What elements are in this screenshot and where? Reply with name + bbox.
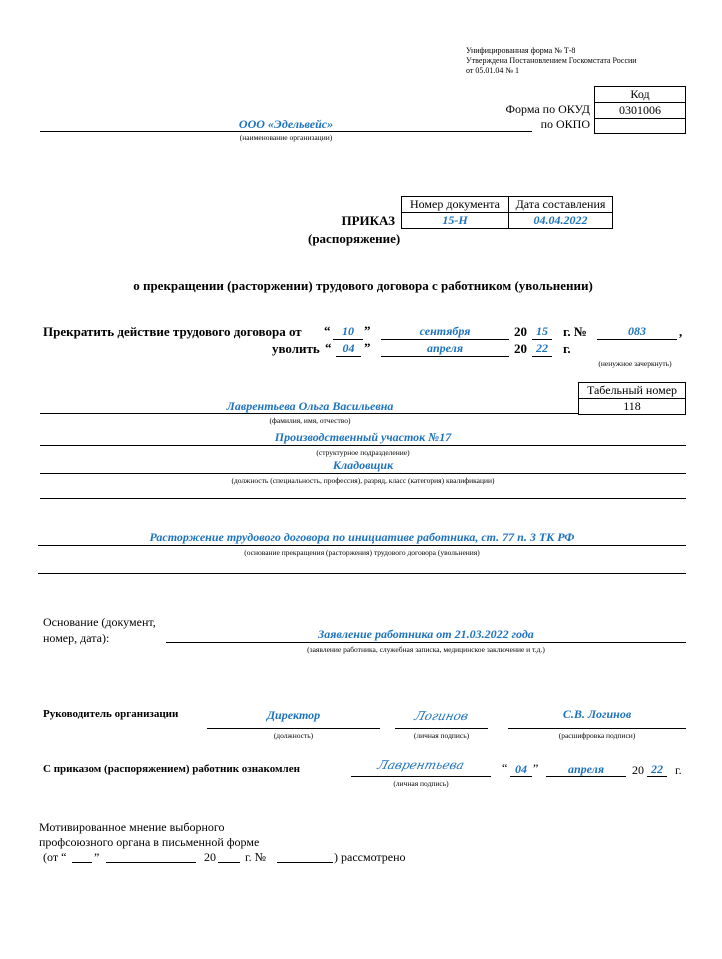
doc-number-table (401, 196, 613, 229)
basis-caption: (заявление работника, служебная записка, медицинское заключение и т.д.) (307, 645, 545, 654)
acquainted-signature-caption: (личная подпись) (393, 779, 449, 788)
okud-label: Форма по ОКУД (505, 102, 590, 116)
acq-quote-close: ” (533, 761, 539, 775)
basis-label (43, 614, 156, 646)
basis-line (166, 642, 686, 643)
acquainted-year-prefix: 20 (632, 763, 644, 777)
head-position-caption: (должность) (273, 731, 314, 740)
month-2-line (381, 356, 509, 357)
union-quote-close: ” (94, 850, 100, 864)
basis-label-line2: номер, дата): (43, 631, 110, 645)
union-line2: профсоюзного органа в письменной форме (39, 835, 260, 849)
form-header-line2: Утверждена Постановлением Госкомстата России (466, 56, 637, 65)
acquainted-year: 22 (651, 762, 663, 776)
organization-line (40, 131, 532, 132)
department-line (40, 445, 686, 446)
head-signature-line (395, 728, 488, 729)
employee-name-line (40, 413, 578, 414)
form-header-line1: Унифицированная форма № Т-8 (466, 46, 576, 55)
position-caption: (должность (специальность, профессия), разряд, класс (категория) квалификации) (231, 476, 495, 485)
head-decode: С.В. Логинов (562, 707, 632, 721)
employee-name-caption: (фамилия, имя, отчество) (269, 416, 351, 425)
month-1: сентября (419, 324, 471, 338)
union-line1: Мотивированное мнение выборного (39, 820, 225, 834)
okud-value: 0301006 (595, 103, 686, 119)
grounds-caption: (основание прекращения (расторжения) трудового договора (увольнения) (244, 548, 480, 557)
organization-caption: (наименование организации) (239, 133, 333, 142)
acquainted-label: С приказом (распоряжением) работник ознакомлен (43, 763, 300, 775)
head-decode-line (508, 728, 686, 729)
acquainted-signature: Лаврентьева (376, 758, 466, 772)
doc-date-header: Дата составления (509, 197, 613, 213)
acquainted-signature-line (351, 776, 491, 777)
employee-name: Лаврентьева Ольга Васильевна (226, 399, 394, 413)
doc-number-header: Номер документа (402, 197, 509, 213)
dismiss-label: уволить (272, 341, 320, 356)
head-signature: Логинов (413, 709, 470, 723)
day-1: 10 (342, 324, 354, 338)
year-prefix-1: 20 (514, 324, 527, 339)
codes-head: Код (595, 87, 686, 103)
contract-number-line (597, 339, 677, 340)
month-1-line (381, 339, 509, 340)
doc-date: 04.04.2022 (509, 213, 613, 229)
head-label: Руководитель организации (43, 708, 179, 720)
union-number-line (277, 862, 333, 863)
codes-table (594, 86, 686, 134)
doc-number: 15-Н (402, 213, 509, 229)
tab-number-header: Табельный номер (579, 383, 686, 399)
okpo-value (595, 119, 686, 134)
year-2: 22 (536, 341, 548, 355)
acq-quote-open: “ (502, 761, 508, 775)
acquainted-day-line (510, 776, 532, 777)
tab-number: 118 (579, 399, 686, 415)
year-2-line (532, 356, 552, 357)
month-2: апреля (426, 341, 464, 355)
day-2-line (336, 356, 361, 357)
grounds-line-2 (38, 573, 686, 574)
union-month-line (106, 862, 196, 863)
head-signature-caption: (личная подпись) (413, 731, 470, 740)
acquainted-year-line (647, 776, 667, 777)
acquainted-month-line (546, 776, 626, 777)
organization-name: ООО «Эдельвейс» (238, 117, 334, 131)
contract-number: 083 (628, 324, 646, 338)
department-caption: (структурное подразделение) (316, 448, 410, 457)
basis-label-line1: Основание (документ, (43, 615, 156, 629)
head-position-line (207, 728, 380, 729)
union-day-line (72, 862, 92, 863)
position-line-2 (40, 498, 686, 499)
termination-label: Прекратить действие трудового договора от (43, 324, 302, 339)
comma: , (679, 324, 683, 339)
union-label (39, 820, 259, 850)
grounds-text: Расторжение трудового договора по инициативе работника, ст. 77 п. 3 ТК РФ (149, 530, 575, 544)
position: Кладовщик (332, 458, 394, 472)
quote-close-2: ” (364, 340, 371, 355)
form-header-line3: от 05.01.04 № 1 (466, 66, 520, 75)
doc-title: ПРИКАЗ (341, 213, 395, 228)
okpo-label: по ОКПО (540, 117, 590, 131)
acquainted-year-suffix: г. (675, 763, 682, 777)
department: Производственный участок №17 (274, 430, 452, 444)
acquainted-day: 04 (515, 762, 527, 776)
acquainted-month: апреля (567, 762, 605, 776)
year-suffix-2: г. (563, 341, 571, 356)
head-position: Директор (266, 708, 321, 722)
year-1: 15 (536, 324, 548, 338)
year-suffix-1: г. № (563, 324, 588, 339)
grounds-line (38, 545, 686, 546)
tab-number-table (578, 382, 686, 415)
day-2: 04 (342, 341, 355, 355)
day-1-line (333, 339, 363, 340)
position-line (40, 473, 686, 474)
union-year-prefix: 20 (204, 850, 216, 864)
year-prefix-2: 20 (514, 341, 527, 356)
union-from: (от “ (43, 850, 67, 864)
basis-value: Заявление работника от 21.03.2022 года (318, 627, 534, 641)
quote-close-1: ” (364, 323, 371, 338)
union-year-suffix: г. № (245, 850, 267, 864)
head-decode-caption: (расшифровка подписи) (558, 731, 636, 740)
doc-subject: о прекращении (расторжении) трудового договора с работником (увольнении) (133, 278, 593, 293)
year-1-line (532, 339, 552, 340)
doc-subtitle: (распоряжение) (308, 231, 401, 246)
quote-open-1: “ (324, 323, 331, 338)
quote-open-2: “ (325, 340, 332, 355)
strike-note: (ненужное зачеркнуть) (598, 359, 672, 368)
union-year-line (218, 862, 240, 863)
form-header (466, 46, 637, 76)
union-tail: ) рассмотрено (334, 850, 406, 864)
